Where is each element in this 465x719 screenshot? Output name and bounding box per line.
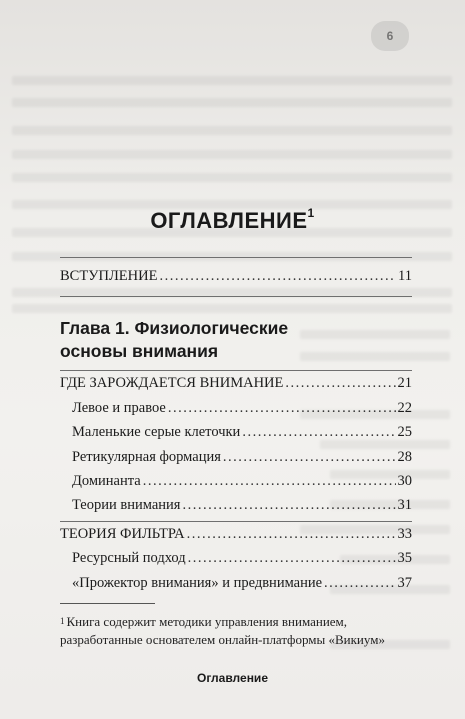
leader-dots	[143, 473, 396, 490]
entry-page: 31	[397, 497, 412, 513]
entry-label: ВСТУПЛЕНИЕ	[60, 268, 158, 284]
entry-label: Левое и правое	[72, 400, 166, 416]
toc-entry-section[interactable]	[60, 526, 412, 543]
entry-page: 11	[398, 268, 412, 284]
entry-page: 28	[397, 449, 412, 465]
chapter-heading	[60, 317, 288, 363]
toc-entry-section[interactable]	[60, 375, 412, 392]
chapter-title-line2: основы внимания	[60, 341, 219, 361]
toc-title-footnote-mark: 1	[307, 206, 315, 220]
toc-title	[0, 208, 465, 234]
entry-label: Ресурсный подход	[72, 550, 186, 566]
entry-label: «Прожектор внимания» и предвнимание	[72, 575, 323, 591]
leader-dots	[223, 449, 396, 466]
page-number: 6	[371, 21, 409, 51]
entry-label: Маленькие серые клеточки	[72, 424, 241, 440]
chapter-title-line1: Глава 1. Физиологические	[60, 318, 289, 338]
entry-page: 35	[397, 550, 412, 566]
leader-dots	[182, 497, 395, 514]
footnote	[60, 613, 410, 649]
footnote-mark: 1	[60, 616, 65, 626]
toc-entry-subsection[interactable]	[72, 400, 412, 417]
entry-label: ГДЕ ЗАРОЖДАЕТСЯ ВНИМАНИЕ	[60, 375, 284, 391]
intro-bottom-rule	[60, 296, 412, 297]
entry-page: 37	[397, 575, 412, 591]
section-rule-2	[60, 521, 412, 522]
leader-dots	[159, 268, 396, 285]
toc-entry-subsection[interactable]	[72, 575, 412, 592]
top-rule	[60, 257, 412, 258]
leader-dots	[168, 400, 396, 417]
toc-entry-subsection[interactable]	[72, 424, 412, 441]
toc-entry-subsection[interactable]	[72, 497, 412, 514]
leader-dots	[187, 526, 396, 543]
toc-entry-subsection[interactable]	[72, 449, 412, 466]
entry-page: 33	[397, 526, 412, 542]
footnote-text: Книга содержит методики управления вниманием, разработанные основателем онлайн-платформы «Викиум»	[60, 614, 385, 647]
leader-dots	[324, 575, 395, 592]
entry-page: 21	[397, 375, 412, 391]
toc-entry-subsection[interactable]	[72, 550, 412, 567]
entry-label: Теории внимания	[72, 497, 181, 513]
toc-title-text: ОГЛАВЛЕНИЕ	[150, 208, 308, 233]
running-footer: Оглавление	[197, 671, 268, 685]
entry-page: 30	[397, 473, 412, 489]
entry-label: ТЕОРИЯ ФИЛЬТРА	[60, 526, 185, 542]
entry-page: 22	[397, 400, 412, 416]
entry-label: Ретикулярная формация	[72, 449, 221, 465]
toc-entry-introduction[interactable]	[60, 268, 412, 285]
leader-dots	[285, 375, 395, 392]
leader-dots	[188, 550, 396, 567]
entry-page: 25	[397, 424, 412, 440]
footnote-rule	[60, 603, 155, 604]
entry-label: Доминанта	[72, 473, 141, 489]
leader-dots	[242, 424, 395, 441]
toc-entry-subsection[interactable]	[72, 473, 412, 490]
section-rule-1	[60, 370, 412, 371]
